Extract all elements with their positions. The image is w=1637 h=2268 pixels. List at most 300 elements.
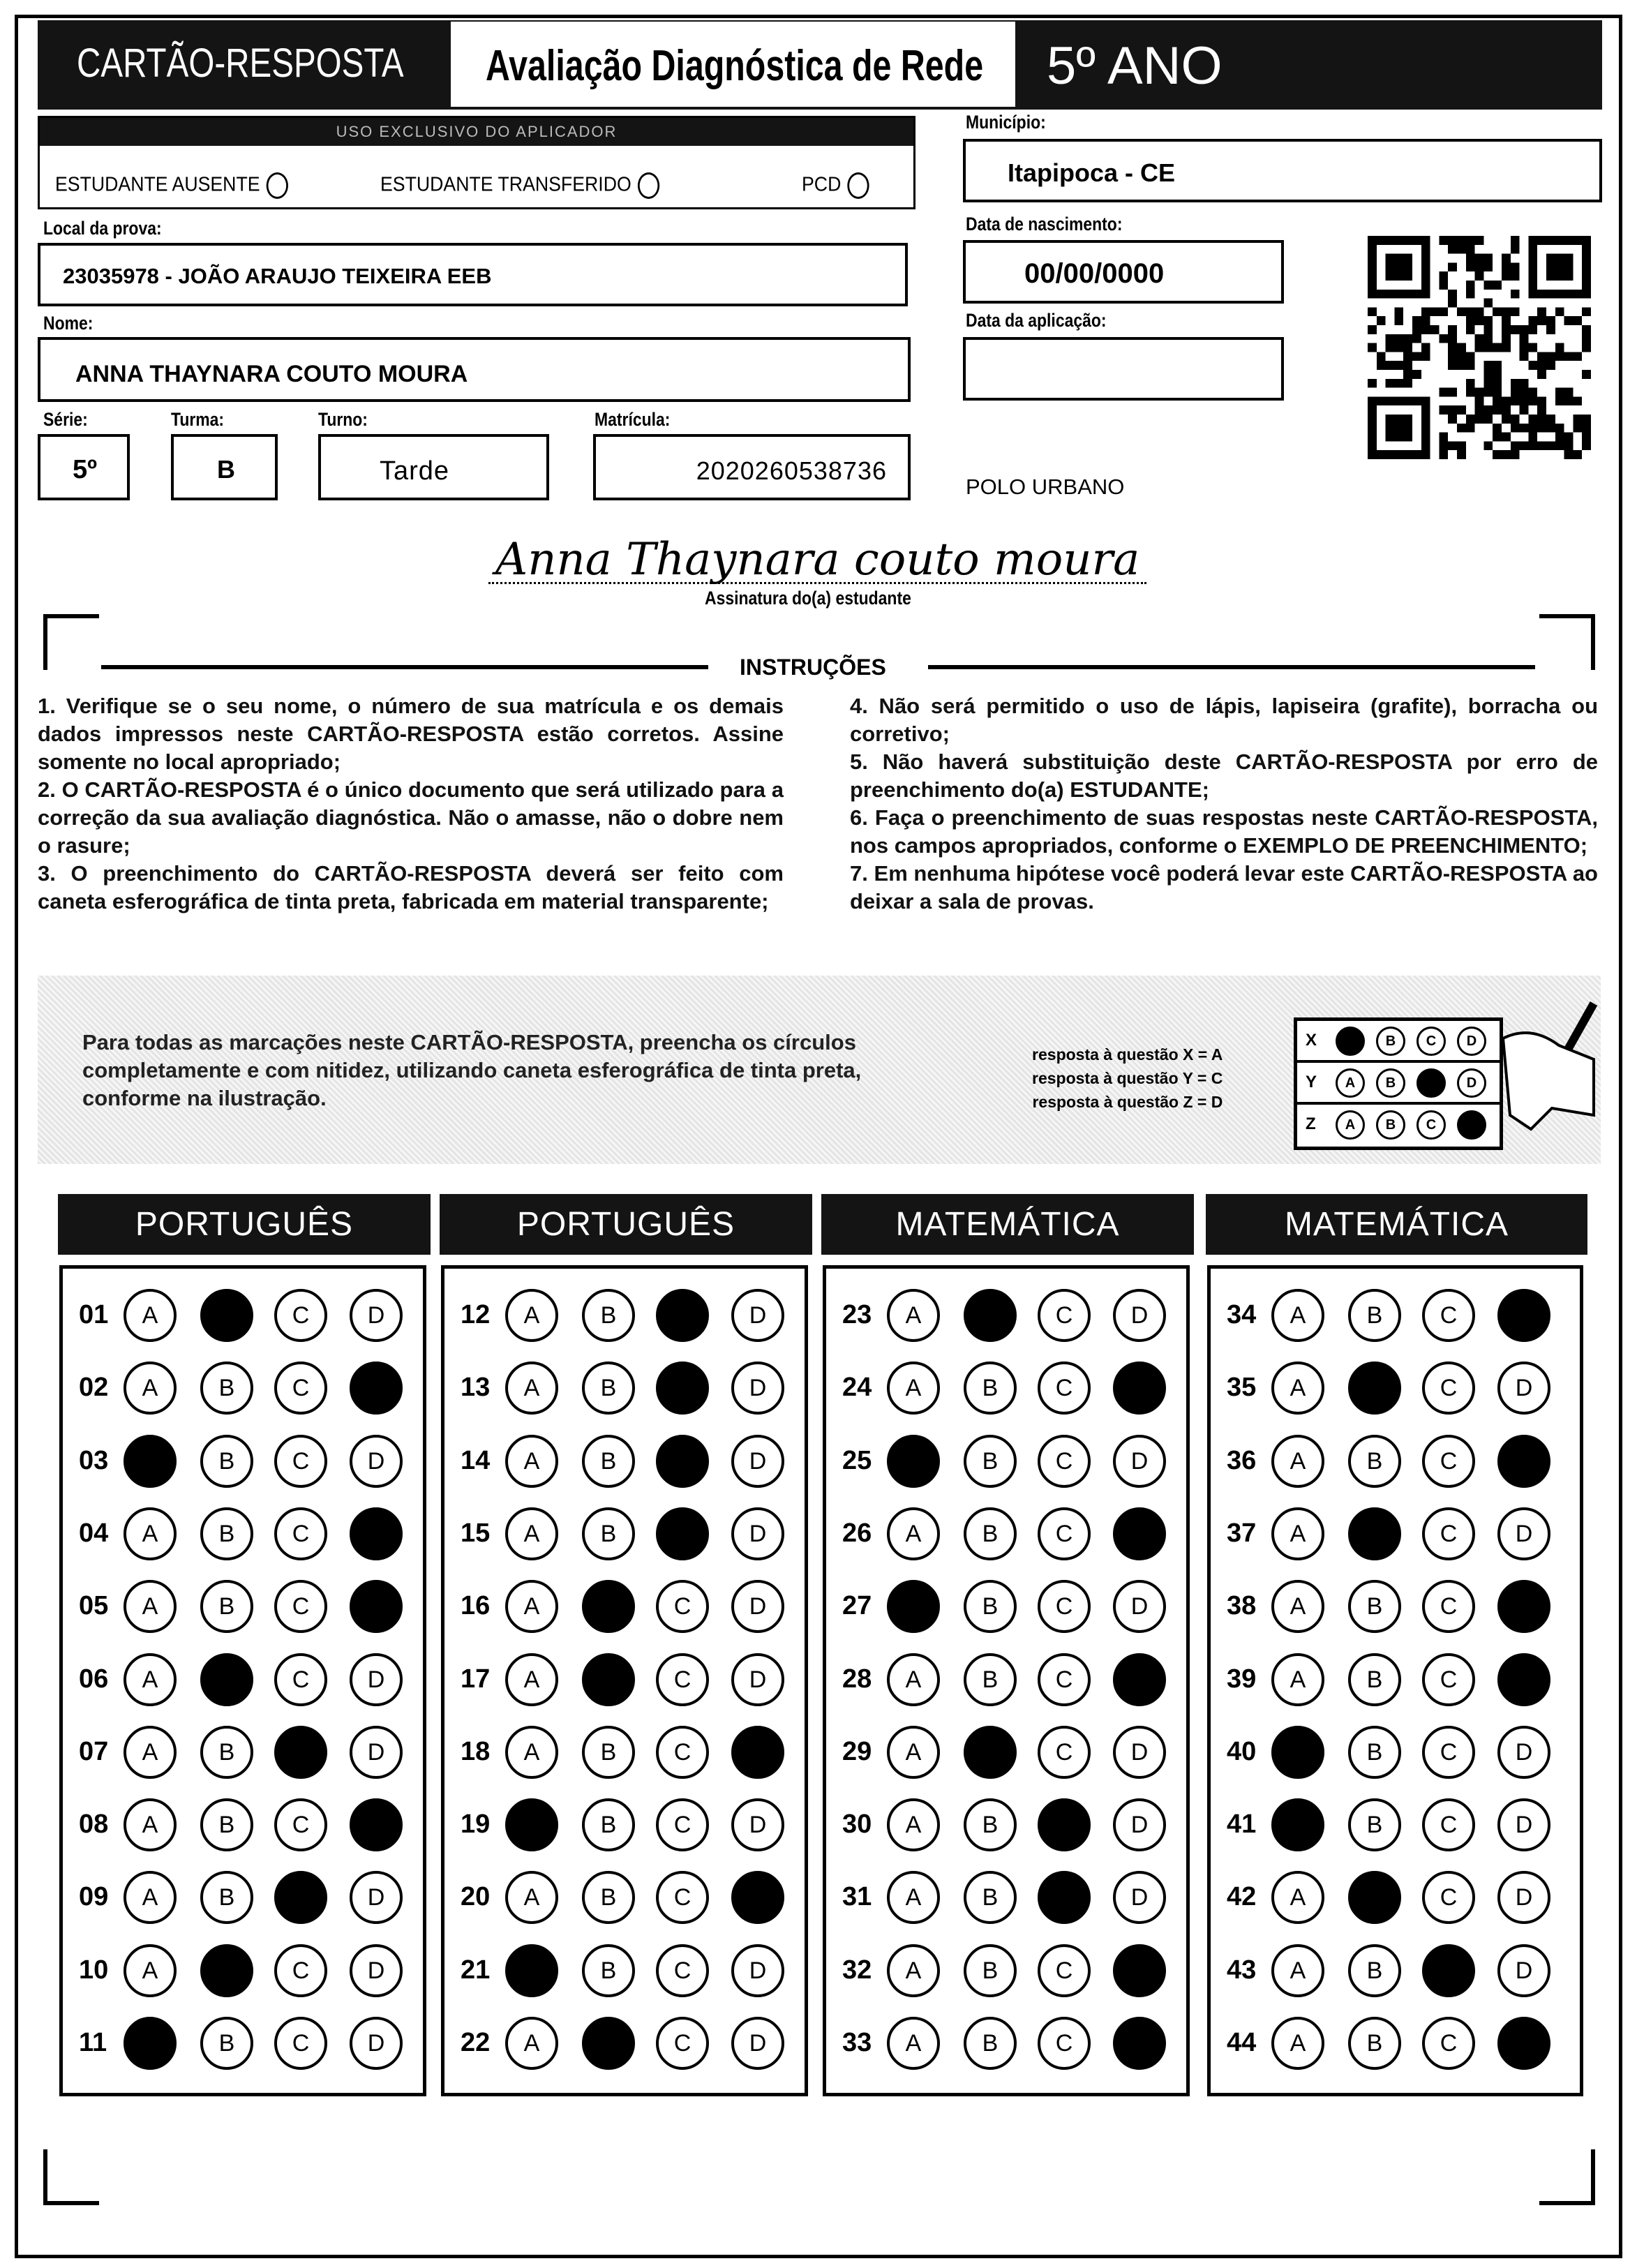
local-value: 23035978 - JOÃO ARAUJO TEIXEIRA EEB (63, 264, 492, 288)
answer-bubble[interactable]: A (124, 1653, 177, 1706)
serie-field (38, 434, 130, 500)
example-bubble: D (1457, 1027, 1486, 1056)
answer-bubble-filled[interactable]: A (505, 1798, 558, 1851)
option-label: ESTUDANTE TRANSFERIDO (380, 173, 631, 196)
answer-bubble[interactable]: B (1348, 1798, 1401, 1851)
question-number: 04 (79, 1518, 109, 1548)
answer-bubble[interactable]: B (964, 2017, 1017, 2070)
answer-bubble-filled[interactable]: C (1038, 1798, 1091, 1851)
question-number: 21 (461, 1955, 491, 1985)
answer-bubble-filled[interactable]: B (582, 2017, 635, 2070)
matricula-field (593, 434, 911, 500)
answer-bubble[interactable]: C (274, 1944, 327, 1997)
answer-bubble[interactable]: A (887, 1726, 940, 1779)
question-number: 03 (79, 1445, 109, 1475)
answer-bubble[interactable]: C (1422, 1871, 1475, 1924)
answer-bubble[interactable]: B (1348, 1944, 1401, 1997)
answer-bubble[interactable]: C (1038, 1507, 1091, 1560)
answer-bubble-filled[interactable]: C (1038, 1871, 1091, 1924)
answer-bubble[interactable]: C (1422, 1507, 1475, 1560)
nome-field (38, 337, 911, 402)
local-label: Local da prova: (43, 218, 162, 239)
instructions-right: 4. Não será permitido o uso de lápis, lapiseira (grafite), borracha ou corretivo; 5. Não haverá substituição deste CARTÃO-RESPOSTA por erro de preenchimento do(a) ESTUDANTE; 6. Faça o preenchimento de suas respostas neste CARTÃO-RESPOSTA, nos campos apropriados, conforme o EXEMPLO DE PREENCHIMENTO; 7. Em nenhuma hipótese você poderá levar este CARTÃO-RESPOSTA ao deixar a sala de provas. (850, 694, 1598, 913)
answer-bubble[interactable]: A (887, 1507, 940, 1560)
example-question: X (1306, 1031, 1317, 1050)
example-line: resposta à questão Z = D (1032, 1093, 1223, 1111)
answer-bubble[interactable]: A (1271, 1361, 1324, 1415)
turno-label: Turno: (318, 409, 368, 430)
municipio-label: Município: (966, 112, 1046, 133)
answer-bubble[interactable]: D (1497, 1726, 1550, 1779)
answer-bubble-filled[interactable]: D (350, 1798, 403, 1851)
municipio-field (963, 139, 1602, 202)
question-number: 28 (842, 1664, 872, 1694)
local-field (38, 243, 908, 306)
answer-bubble[interactable]: A (505, 1289, 558, 1342)
answer-bubble[interactable]: B (200, 2017, 253, 2070)
example-bubble-filled: A (1336, 1027, 1365, 1056)
answer-bubble[interactable]: C (656, 1726, 709, 1779)
answer-bubble[interactable]: D (731, 1798, 784, 1851)
answer-bubble[interactable]: D (731, 1580, 784, 1633)
answer-bubble[interactable]: A (505, 1726, 558, 1779)
signature-label: Assinatura do(a) estudante (705, 588, 911, 609)
answer-bubble[interactable]: A (887, 2017, 940, 2070)
matricula-label: Matrícula: (595, 409, 671, 430)
answer-bubble[interactable]: A (1271, 2017, 1324, 2070)
question-number: 36 (1227, 1445, 1257, 1475)
answer-bubble-filled[interactable]: D (350, 1361, 403, 1415)
answer-bubble[interactable]: C (1038, 1944, 1091, 1997)
answer-bubble-filled[interactable]: B (1348, 1361, 1401, 1415)
answer-bubble[interactable]: B (964, 1507, 1017, 1560)
answer-bubble[interactable]: C (1038, 1361, 1091, 1415)
answer-bubble[interactable]: B (1348, 1726, 1401, 1779)
question-number: 40 (1227, 1736, 1257, 1766)
answer-bubble-filled[interactable]: B (200, 1653, 253, 1706)
answer-bubble[interactable]: A (1271, 1435, 1324, 1488)
answer-bubble[interactable]: A (505, 2017, 558, 2070)
example-text: Para todas as marcações neste CARTÃO-RESPOSTA, preencha os círculos completamente e com nitidez, utilizando caneta esferográfica de tinta preta, conforme na ilustração. (82, 1030, 862, 1110)
answer-bubble[interactable]: B (964, 1944, 1017, 1997)
question-number: 33 (842, 2028, 872, 2057)
instructions-title: INSTRUÇÕES (740, 655, 886, 680)
example-question: Y (1306, 1073, 1317, 1091)
example-bubble: C (1417, 1027, 1446, 1056)
nome-value: ANNA THAYNARA COUTO MOURA (75, 361, 468, 387)
option-ausente[interactable] (55, 172, 288, 199)
answer-bubble[interactable]: B (582, 1361, 635, 1415)
question-number: 30 (842, 1810, 872, 1840)
example-bubble: B (1376, 1068, 1405, 1098)
answer-bubble[interactable]: A (124, 1289, 177, 1342)
card-subtitle: Avaliação Diagnóstica de Rede (486, 42, 984, 90)
question-number: 43 (1227, 1955, 1257, 1985)
turma-field (171, 434, 278, 500)
question-number: 16 (461, 1591, 491, 1621)
subtitle-box (451, 22, 1015, 107)
answer-bubble[interactable]: D (1497, 1944, 1550, 1997)
question-number: 15 (461, 1518, 491, 1548)
question-number: 23 (842, 1300, 872, 1329)
corner-mark-br (1539, 2149, 1595, 2205)
answer-bubble[interactable]: B (964, 1871, 1017, 1924)
corner-mark-bl (43, 2149, 99, 2205)
answer-bubble-filled[interactable]: B (1348, 1507, 1401, 1560)
answer-bubble[interactable]: C (656, 1580, 709, 1633)
answer-bubble[interactable]: C (274, 1435, 327, 1488)
answer-bubble[interactable]: C (274, 1653, 327, 1706)
example-line: resposta à questão Y = C (1032, 1069, 1223, 1087)
example-bubble-filled: C (1417, 1068, 1446, 1098)
question-number: 32 (842, 1955, 872, 1985)
question-number: 18 (461, 1736, 491, 1766)
question-number: 17 (461, 1664, 491, 1694)
answer-bubble[interactable]: C (274, 1798, 327, 1851)
answer-bubble[interactable]: D (1113, 1580, 1166, 1633)
example-bubble: A (1336, 1110, 1365, 1140)
answer-bubble[interactable]: B (1348, 2017, 1401, 2070)
question-number: 09 (79, 1882, 109, 1912)
answer-bubble-filled[interactable]: A (887, 1435, 940, 1488)
answer-bubble[interactable]: C (1422, 1435, 1475, 1488)
question-number: 25 (842, 1445, 872, 1475)
answer-bubble[interactable]: D (1113, 1871, 1166, 1924)
answer-bubble[interactable]: C (1038, 1289, 1091, 1342)
answer-bubble-filled[interactable]: D (1113, 2017, 1166, 2070)
question-number: 10 (79, 1955, 109, 1985)
answer-bubble[interactable]: A (1271, 1944, 1324, 1997)
question-number: 11 (79, 2028, 107, 2057)
question-number: 20 (461, 1882, 491, 1912)
answer-bubble-filled[interactable]: D (1113, 1944, 1166, 1997)
answer-bubble[interactable]: C (656, 1798, 709, 1851)
question-number: 38 (1227, 1591, 1257, 1621)
answer-bubble[interactable]: D (731, 1653, 784, 1706)
example-row (1297, 1063, 1500, 1105)
answer-bubble[interactable]: D (731, 1944, 784, 1997)
answer-bubble[interactable]: C (1422, 1653, 1475, 1706)
answer-bubble[interactable]: B (964, 1580, 1017, 1633)
answer-bubble[interactable]: A (124, 1580, 177, 1633)
answer-bubble[interactable]: A (1271, 1507, 1324, 1560)
example-bubble: A (1336, 1068, 1365, 1098)
question-number: 19 (461, 1810, 491, 1840)
answer-bubble[interactable]: A (887, 1798, 940, 1851)
answer-bubble[interactable]: C (1038, 1653, 1091, 1706)
answer-bubble-filled[interactable]: C (656, 1507, 709, 1560)
turno-field (318, 434, 549, 500)
header-bar (38, 20, 1602, 110)
qr-code (1368, 236, 1591, 459)
question-number: 05 (79, 1591, 109, 1621)
answer-bubble[interactable]: A (505, 1507, 558, 1560)
answer-bubble[interactable]: B (200, 1507, 253, 1560)
example-bubble: D (1457, 1068, 1486, 1098)
aplicacao-field (963, 337, 1284, 401)
polo-label: POLO URBANO (966, 475, 1125, 499)
question-number: 34 (1227, 1300, 1257, 1329)
question-number: 22 (461, 2028, 491, 2057)
answer-bubble[interactable]: D (1497, 1507, 1550, 1560)
radio-circle[interactable] (638, 172, 659, 199)
question-number: 44 (1227, 2028, 1257, 2057)
answer-bubble[interactable]: D (1497, 1361, 1550, 1415)
question-number: 27 (842, 1591, 872, 1621)
question-number: 06 (79, 1664, 109, 1694)
answer-bubble-filled[interactable]: A (124, 2017, 177, 2070)
example-band (38, 976, 1601, 1164)
option-transferido[interactable] (380, 172, 659, 199)
answer-bubble[interactable]: B (1348, 1653, 1401, 1706)
answer-bubble[interactable]: D (731, 1361, 784, 1415)
answer-bubble[interactable]: B (200, 1726, 253, 1779)
answer-bubble[interactable]: B (964, 1435, 1017, 1488)
matricula-value: 2020260538736 (696, 456, 887, 485)
example-bubble-filled: D (1457, 1110, 1486, 1140)
answer-bubble[interactable]: A (124, 1361, 177, 1415)
question-number: 31 (842, 1882, 872, 1912)
answer-bubble[interactable]: C (274, 1289, 327, 1342)
answer-bubble[interactable]: C (1038, 1435, 1091, 1488)
answer-bubble[interactable]: D (350, 1726, 403, 1779)
answer-bubble[interactable]: D (731, 2017, 784, 2070)
answer-bubble[interactable]: C (274, 1580, 327, 1633)
answer-bubble[interactable]: D (350, 1871, 403, 1924)
answer-bubble[interactable]: B (964, 1653, 1017, 1706)
answer-bubble[interactable]: A (887, 1944, 940, 1997)
answer-bubble[interactable]: B (964, 1798, 1017, 1851)
answer-bubble[interactable]: A (505, 1653, 558, 1706)
answer-bubble[interactable]: A (505, 1580, 558, 1633)
answer-bubble[interactable]: C (656, 2017, 709, 2070)
answer-bubble[interactable]: C (1038, 1580, 1091, 1633)
answer-bubble[interactable]: A (887, 1653, 940, 1706)
answer-bubble[interactable]: C (1038, 2017, 1091, 2070)
answer-bubble[interactable]: D (350, 1944, 403, 1997)
answer-bubble[interactable]: B (1348, 1435, 1401, 1488)
answer-bubble[interactable]: A (1271, 1653, 1324, 1706)
answer-bubble[interactable]: D (731, 1289, 784, 1342)
answer-bubble[interactable]: A (124, 1798, 177, 1851)
corner-mark-tl (43, 614, 99, 670)
question-number: 37 (1227, 1518, 1257, 1548)
answer-bubble[interactable]: B (964, 1361, 1017, 1415)
subject-header: PORTUGUÊS (440, 1194, 812, 1255)
answer-bubble-filled[interactable]: B (1348, 1871, 1401, 1924)
question-number: 12 (461, 1300, 491, 1329)
question-number: 42 (1227, 1882, 1257, 1912)
answer-bubble-filled[interactable]: C (656, 1361, 709, 1415)
answer-bubble[interactable]: C (274, 2017, 327, 2070)
answer-bubble[interactable]: A (124, 1871, 177, 1924)
divider (928, 665, 1535, 669)
answer-bubble[interactable]: A (124, 1944, 177, 1997)
answer-bubble-filled[interactable]: D (1497, 1435, 1550, 1488)
question-number: 35 (1227, 1373, 1257, 1403)
example-bubble: B (1376, 1027, 1405, 1056)
answer-bubble[interactable]: A (887, 1289, 940, 1342)
example-bubble: C (1417, 1110, 1446, 1140)
answer-bubble-filled[interactable]: D (1113, 1507, 1166, 1560)
municipio-value: Itapipoca - CE (1008, 158, 1176, 187)
answer-bubble[interactable]: D (350, 1435, 403, 1488)
answer-bubble[interactable]: D (1113, 1289, 1166, 1342)
answer-bubble[interactable]: D (1497, 1798, 1550, 1851)
answer-bubble-filled[interactable]: A (887, 1580, 940, 1633)
serie-label: Série: (43, 409, 88, 430)
example-row (1297, 1021, 1500, 1063)
answer-bubble[interactable]: A (124, 1507, 177, 1560)
answer-bubble[interactable]: C (656, 1653, 709, 1706)
nascimento-label: Data de nascimento: (966, 214, 1123, 234)
example-grid (1294, 1017, 1503, 1150)
answer-bubble[interactable]: B (582, 1726, 635, 1779)
answer-bubble[interactable]: B (582, 1798, 635, 1851)
answer-bubble[interactable]: C (274, 1507, 327, 1560)
divider (101, 665, 708, 669)
option-pcd[interactable] (802, 172, 869, 199)
question-number: 39 (1227, 1664, 1257, 1694)
answer-bubble-filled[interactable]: D (1497, 2017, 1550, 2070)
example-bubble: B (1376, 1110, 1405, 1140)
nascimento-value: 00/00/0000 (1024, 258, 1165, 289)
answer-bubble[interactable]: B (582, 1944, 635, 1997)
example-line: resposta à questão X = A (1032, 1045, 1223, 1064)
answer-bubble-filled[interactable]: B (200, 1289, 253, 1342)
radio-circle[interactable] (267, 172, 288, 199)
question-number: 02 (79, 1373, 109, 1403)
answer-bubble-filled[interactable]: B (964, 1289, 1017, 1342)
answer-bubble[interactable]: A (1271, 1580, 1324, 1633)
radio-circle[interactable] (848, 172, 869, 199)
answer-bubble[interactable]: C (1422, 1289, 1475, 1342)
answer-bubble[interactable]: A (887, 1361, 940, 1415)
signature: Anna Thaynara couto moura (488, 537, 1146, 584)
instructions-left: 1. Verifique se o seu nome, o número de sua matrícula e os demais dados impressos neste CARTÃO-RESPOSTA estão corretos. Assine somente no local apropriado; 2. O CARTÃO-RESPOSTA é o único documento que será utilizado para a correção da sua avaliação diagnóstica. Não o amasse, não o dobre nem o rasure; 3. O preenchimento do CARTÃO-RESPOSTA deverá ser feito com caneta esferográfica de tinta preta, fabricada em material transparente; (38, 694, 784, 913)
question-number: 13 (461, 1373, 491, 1403)
answer-bubble-filled[interactable]: B (582, 1653, 635, 1706)
answer-bubble[interactable]: A (1271, 1289, 1324, 1342)
nome-label: Nome: (43, 313, 94, 334)
answer-bubble[interactable]: A (1271, 1871, 1324, 1924)
answer-bubble[interactable]: C (1422, 1726, 1475, 1779)
answer-bubble-filled[interactable]: D (1497, 1653, 1550, 1706)
turno-value: Tarde (380, 456, 450, 486)
answer-bubble-filled[interactable]: A (505, 1944, 558, 1997)
answer-bubble-filled[interactable]: D (1497, 1289, 1550, 1342)
corner-mark-tr (1539, 614, 1595, 670)
hand-pen-icon (1489, 997, 1601, 1136)
answer-bubble[interactable]: C (1422, 1798, 1475, 1851)
answer-bubble-filled[interactable]: D (1497, 1580, 1550, 1633)
answer-bubble[interactable]: D (350, 1653, 403, 1706)
answer-bubble[interactable]: B (200, 1361, 253, 1415)
answer-bubble[interactable]: A (505, 1435, 558, 1488)
answer-bubble[interactable]: C (1038, 1726, 1091, 1779)
answer-bubble[interactable]: C (656, 1871, 709, 1924)
answer-bubble[interactable]: C (1422, 1361, 1475, 1415)
answer-bubble-filled[interactable]: D (731, 1726, 784, 1779)
subject-header: MATEMÁTICA (821, 1194, 1194, 1255)
answer-bubble-filled[interactable]: D (350, 1580, 403, 1633)
answer-bubble[interactable]: C (274, 1361, 327, 1415)
answer-bubble[interactable]: D (731, 1507, 784, 1560)
question-number: 01 (79, 1300, 109, 1329)
example-question: Z (1306, 1114, 1316, 1133)
nascimento-field (963, 240, 1284, 304)
answer-bubble-filled[interactable]: D (731, 1871, 784, 1924)
answer-bubble[interactable]: C (1422, 1580, 1475, 1633)
card-title: CARTÃO-RESPOSTA (77, 40, 404, 86)
answer-bubble[interactable]: B (1348, 1580, 1401, 1633)
answer-bubble-filled[interactable]: D (1113, 1653, 1166, 1706)
example-legend (1032, 1043, 1223, 1114)
answer-bubble-filled[interactable]: B (200, 1944, 253, 1997)
answer-bubble[interactable]: D (1113, 1798, 1166, 1851)
answer-bubble-filled[interactable]: D (1113, 1361, 1166, 1415)
answer-bubble-filled[interactable]: B (964, 1726, 1017, 1779)
answer-bubble[interactable]: D (1497, 1871, 1550, 1924)
answer-bubble[interactable]: C (1422, 2017, 1475, 2070)
aplicador-box (38, 116, 915, 209)
answer-bubble[interactable]: D (731, 1435, 784, 1488)
answer-bubble[interactable]: A (505, 1871, 558, 1924)
answer-bubble[interactable]: A (887, 1871, 940, 1924)
answer-bubble-filled[interactable]: A (1271, 1798, 1324, 1851)
answer-bubble[interactable]: B (200, 1871, 253, 1924)
question-number: 29 (842, 1736, 872, 1766)
answer-bubble[interactable]: B (200, 1435, 253, 1488)
answer-bubble-filled[interactable]: C (274, 1726, 327, 1779)
answer-bubble-filled[interactable]: D (350, 1507, 403, 1560)
answer-bubble[interactable]: B (1348, 1289, 1401, 1342)
answer-bubble-filled[interactable]: C (656, 1289, 709, 1342)
answer-bubble[interactable]: D (350, 1289, 403, 1342)
answer-bubble-filled[interactable]: A (124, 1435, 177, 1488)
question-number: 24 (842, 1373, 872, 1403)
subject-header: MATEMÁTICA (1206, 1194, 1587, 1255)
question-number: 41 (1227, 1810, 1257, 1840)
answer-bubble-filled[interactable]: C (274, 1871, 327, 1924)
question-number: 08 (79, 1810, 109, 1840)
serie-value: 5º (73, 455, 98, 484)
answer-bubble-filled[interactable]: C (656, 1435, 709, 1488)
question-number: 07 (79, 1736, 109, 1766)
question-number: 14 (461, 1445, 491, 1475)
aplicador-strip: USO EXCLUSIVO DO APLICADOR (40, 118, 913, 146)
answer-bubble[interactable]: D (350, 2017, 403, 2070)
answer-bubble[interactable]: B (582, 1871, 635, 1924)
answer-bubble[interactable]: B (200, 1580, 253, 1633)
answer-bubble[interactable]: D (1113, 1726, 1166, 1779)
subject-header: PORTUGUÊS (58, 1194, 431, 1255)
answer-bubble-filled[interactable]: A (1271, 1726, 1324, 1779)
option-label: PCD (802, 173, 842, 196)
answer-bubble[interactable]: C (656, 1944, 709, 1997)
answer-bubble[interactable]: B (582, 1507, 635, 1560)
answer-bubble[interactable]: B (582, 1289, 635, 1342)
answer-bubble[interactable]: A (124, 1726, 177, 1779)
answer-bubble-filled[interactable]: B (582, 1580, 635, 1633)
answer-bubble[interactable]: D (1113, 1435, 1166, 1488)
example-row (1297, 1105, 1500, 1147)
answer-bubble[interactable]: A (505, 1361, 558, 1415)
aplicacao-label: Data da aplicação: (966, 310, 1107, 331)
answer-bubble-filled[interactable]: C (1422, 1944, 1475, 1997)
answer-bubble[interactable]: B (582, 1435, 635, 1488)
answer-bubble[interactable]: B (200, 1798, 253, 1851)
